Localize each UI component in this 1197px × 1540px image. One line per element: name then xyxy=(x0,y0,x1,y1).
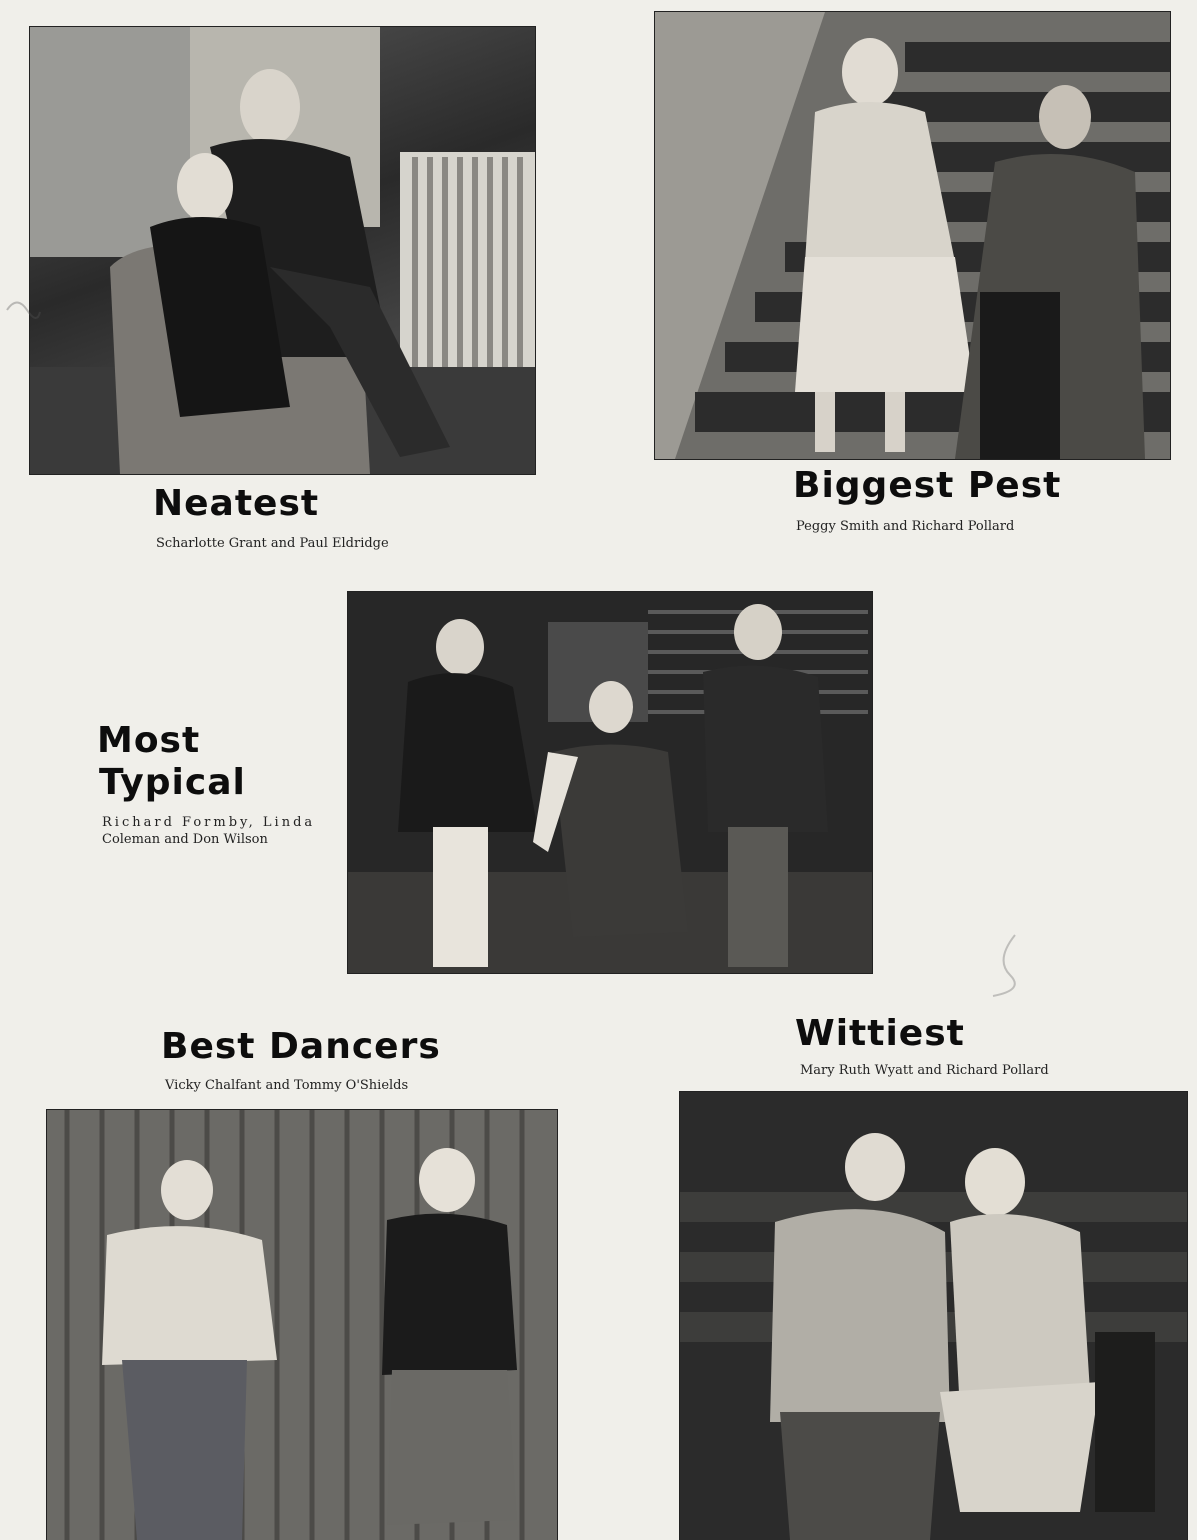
most-typical-title-line2: Typical xyxy=(99,762,246,803)
wittiest-caption: Mary Ruth Wyatt and Richard Pollard xyxy=(800,1063,1049,1078)
neatest-title: Neatest xyxy=(153,483,320,524)
best-dancers-photo xyxy=(47,1110,557,1540)
biggest-pest-title: Biggest Pest xyxy=(793,465,1062,506)
neatest-photo xyxy=(30,27,535,474)
best-dancers-caption: Vicky Chalfant and Tommy O'Shields xyxy=(165,1078,409,1093)
most-typical-caption-line1: Richard Formby, Linda xyxy=(102,815,316,830)
best-dancers-title: Best Dancers xyxy=(161,1026,441,1067)
most-typical-photo xyxy=(348,592,872,973)
neatest-caption: Scharlotte Grant and Paul Eldridge xyxy=(156,536,389,551)
biggest-pest-photo xyxy=(655,12,1170,459)
wittiest-title: Wittiest xyxy=(795,1013,965,1054)
wittiest-photo xyxy=(680,1092,1187,1540)
page-smudge-right xyxy=(985,930,1025,1000)
page-smudge-left xyxy=(2,290,42,330)
biggest-pest-caption: Peggy Smith and Richard Pollard xyxy=(796,519,1015,534)
most-typical-title-line1: Most xyxy=(97,720,201,761)
most-typical-caption-line2: Coleman and Don Wilson xyxy=(102,832,268,847)
